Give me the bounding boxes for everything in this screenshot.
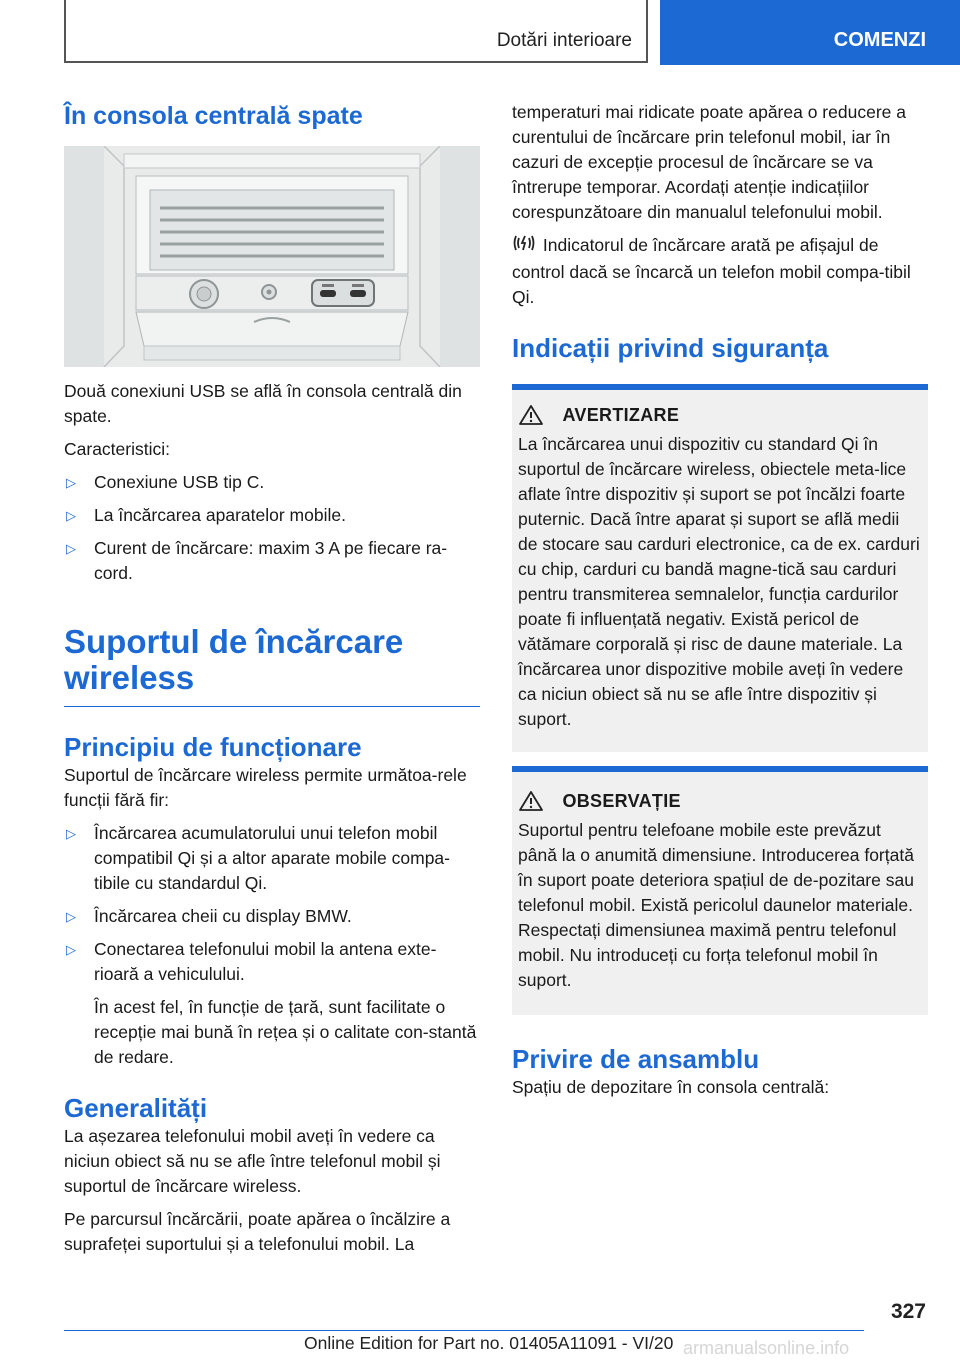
heading-overview: Privire de ansamblu <box>512 1044 760 1074</box>
general-paragraph-1: La așezarea telefonului mobil aveți în vedere ca niciun obiect să nu se afle între telefonul mobil și suportul de încărcare wireless. <box>64 1126 441 1196</box>
page-number: 327 <box>890 1300 926 1323</box>
edition-text: Online Edition for Part no. 01405A11091 - VI/20 <box>304 1333 674 1353</box>
general-paragraph-2: Pe parcursul încărcării, poate apărea o încălzire a suprafeței suportului și a telefonului mobil. La <box>64 1209 451 1254</box>
section-tab[interactable] <box>64 0 648 63</box>
indicator-paragraph: Indicatorul de încărcare arată pe afișajul de control dacă se încarcă un telefon mobil compa‐tibil Qi. <box>512 235 911 307</box>
page-header <box>0 0 960 66</box>
features-label: Caracteristici: <box>64 439 170 459</box>
list-item: ▷ Conexiune USB tip C. <box>64 470 480 495</box>
notice-title: OBSERVAȚIE <box>562 790 681 811</box>
overview-text: Spațiu de depozitare în consola centrală: <box>512 1077 830 1097</box>
chapter-tab[interactable] <box>660 0 960 65</box>
triangle-bullet-icon: ▷ <box>66 826 76 841</box>
section-tab-label: Dotări interioare <box>496 30 632 51</box>
wireless-charging-icon <box>512 233 538 260</box>
triangle-bullet-icon: ▷ <box>66 475 76 490</box>
heading-principle: Principiu de funcționare <box>64 732 362 762</box>
footer-divider <box>64 1330 864 1331</box>
principle-note: În acest fel, în funcție de țară, sunt facilitate o recepție mai bună în rețea și o calitate con‐stantă de redare. <box>94 997 477 1067</box>
notice-text: Suportul pentru telefoane mobile este prevăzut până la o anumită dimensiune. Introducerea forțată în suport poate deteriora spațiul de de‐pozitare sau telefonul mobil. Există pericolul daunelor materiale. Respectați dimensiunea maximă pentru telefonul mobil. Nu introduceți cu forța telefonul mobil în suport. <box>518 820 914 990</box>
features-list <box>64 470 480 586</box>
principle-list <box>64 821 480 1070</box>
general-paragraph-cont: temperaturi mai ridicate poate apărea o reducere a curentului de încărcare prin telefonul mobil, iar în cazuri de excepție procesul de încărcare se va întrerupe temporar. Acordați atenție indicațiilor corespunzătoare din manualul telefonului mobil. <box>512 102 906 222</box>
heading-rear-console: În consola centrală spate <box>64 102 363 130</box>
heading-wireless-charging: Suportul de încărcare wireless <box>64 623 404 696</box>
watermark-text: armanualsonline.info <box>683 1338 850 1358</box>
heading-general: Generalități <box>64 1093 208 1123</box>
list-item: ▷ Conectarea telefonului mobil la antena exte‐rioară a vehiculului. În acest fel, în funcție de țară, sunt facilitate o recepție mai bună în rețea și o calitate con‐stantă de redare. <box>64 937 480 1070</box>
warning-text: La încărcarea unui dispozitiv cu standard Qi în suportul de încărcare wireless, obiectele meta‐lice aflate între dispozitiv și suport se pot încălzi foarte puternic. Dacă între aparat și suport se află medii de stocare sau carduri electronice, ca de ex. carduri cu chip, carduri cu bandă magne‐tică sau carduri pentru transmiterea semnalelor, funcția cardurilor poate fi influențată negativ. Există pericol de vătămare corporală și risc de daune materiale. La încărcarea unor dispozitive mobile aveți în vedere ca niciun obiect să nu se afle între dispozitiv și suport. <box>518 434 920 729</box>
warning-triangle-icon <box>518 790 544 812</box>
warning-title: AVERTIZARE <box>562 404 680 425</box>
principle-intro: Suportul de încărcare wireless permite următoa‐rele funcții fără fir: <box>64 765 467 810</box>
chapter-tab-label: COMENZI <box>833 29 926 51</box>
notice-box <box>512 766 928 1015</box>
triangle-bullet-icon: ▷ <box>66 942 76 957</box>
list-item: ▷ Încărcarea cheii cu display BMW. <box>64 904 480 929</box>
usb-description: Două conexiuni USB se află în consola centrală din spate. <box>64 381 462 426</box>
rear-console-illustration <box>64 146 480 367</box>
triangle-bullet-icon: ▷ <box>66 541 76 556</box>
list-item: ▷ La încărcarea aparatelor mobile. <box>64 503 480 528</box>
triangle-bullet-icon: ▷ <box>66 909 76 924</box>
heading-safety: Indicații privind siguranța <box>512 333 829 363</box>
warning-triangle-icon <box>518 404 544 426</box>
console-drawing <box>64 146 480 367</box>
list-item: ▷ Curent de încărcare: maxim 3 A pe fiecare ra‐cord. <box>66 538 448 583</box>
list-item: ▷ Încărcarea acumulatorului unui telefon mobil compatibil Qi și a altor aparate mobile compa‐tibile cu standardul Qi. <box>66 823 450 893</box>
triangle-bullet-icon: ▷ <box>66 508 76 523</box>
right-column <box>512 100 928 1100</box>
warning-box <box>512 384 928 752</box>
left-column <box>64 100 480 1257</box>
